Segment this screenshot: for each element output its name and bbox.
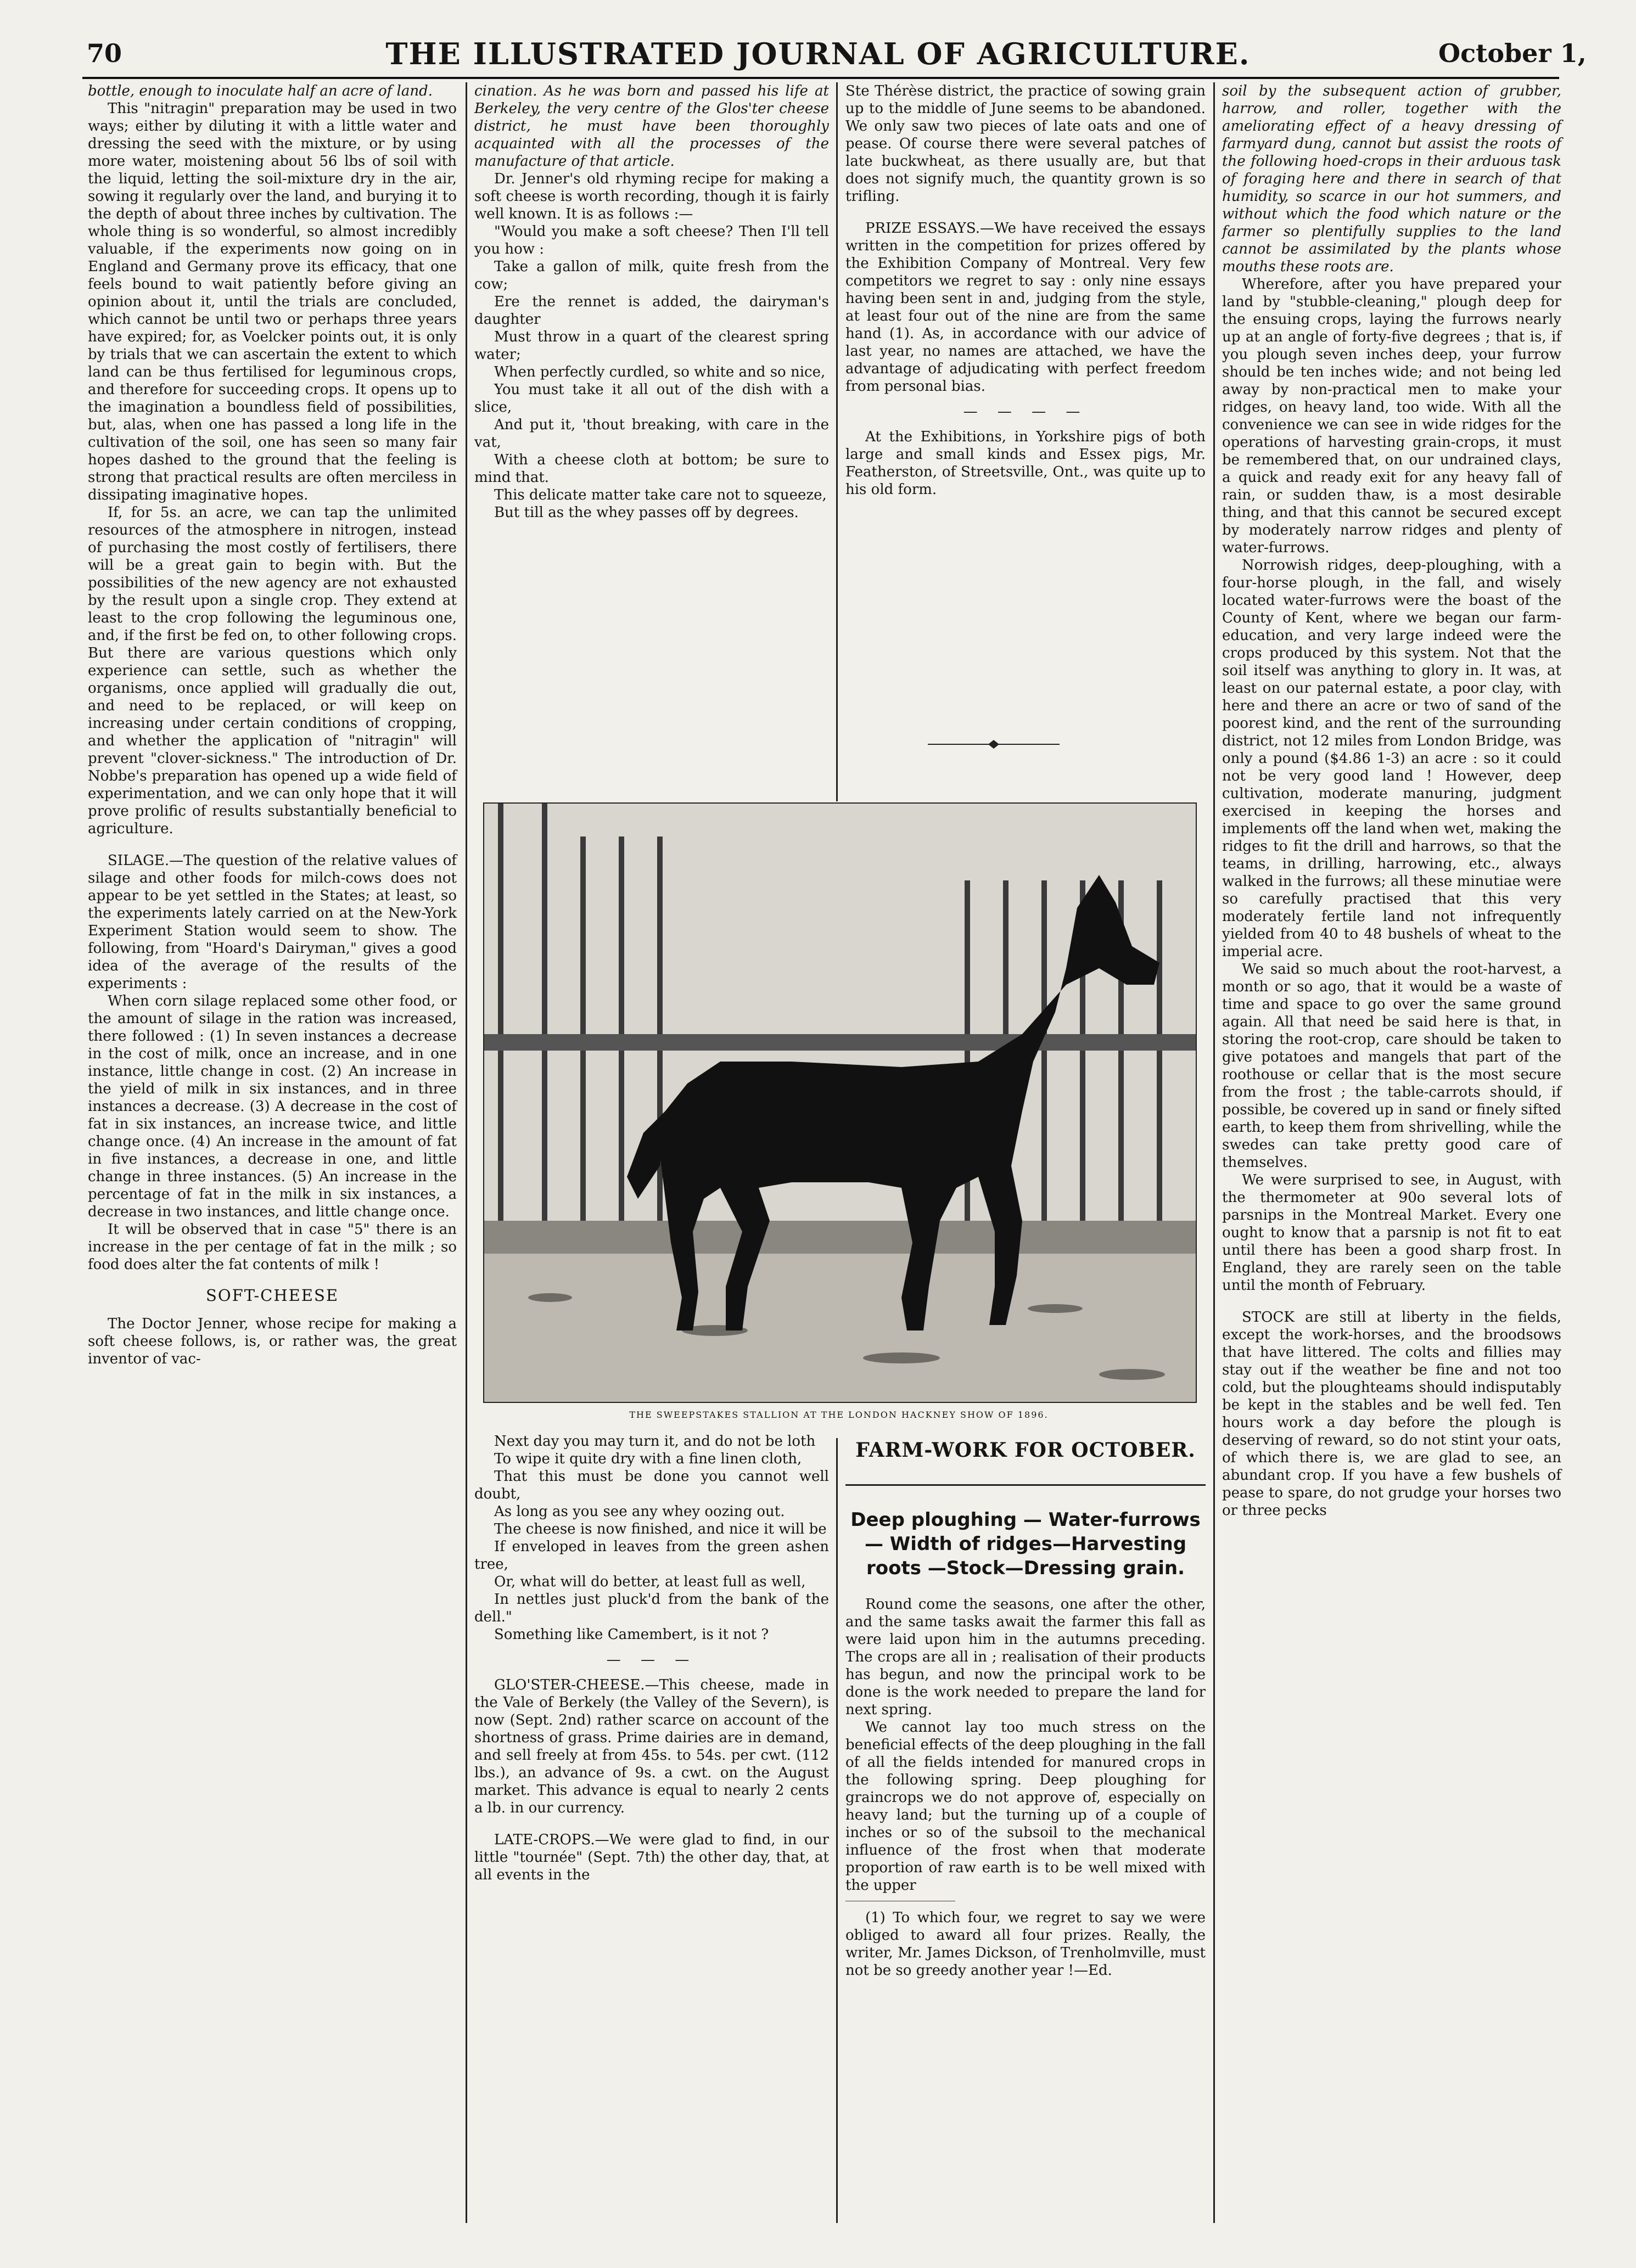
paragraph: bottle, enough to inoculate half an acre of land. [88, 83, 433, 99]
footnote: (1) To which four, we regret to say we were obliged to award all four prizes. Really, the writer, Mr. James Dickson, of Trenholmville, must not be so greedy another year !—Ed. [845, 1910, 1206, 1979]
verse-line: And put it, 'thout breaking, with care in the vat, [474, 417, 829, 451]
separator: — — — [606, 1652, 697, 1668]
farm-work-subtitle: Deep ploughing — Water-furrows — Width of ridges—Harvesting roots —Stock—Dressing grain. [850, 1509, 1201, 1579]
verse-line: With a cheese cloth at bottom; be sure to mind that. [474, 452, 829, 486]
paragraph: Round come the seasons, one after the other, and the same tasks await the farmer this fall as were laid upon him in the autumns preceding. The crops are all in ; realisation of their products has begun, and now the principal work to be done is the work needed to prepare the land for next spring. [845, 1596, 1206, 1718]
column-2-upper [474, 82, 829, 521]
paragraph: If, for 5s. an acre, we can tap the unlimited resources of the atmosphere in nitrogen, instead of purchasing the most costly of fertilisers, there will be a great gain to begin with. But the possibilities of the new agency are not exhausted by the result upon a single crop. They extend at least to the crop following the leguminous one, and, if the first be fed on, to other following crops. But there are various questions which only experience can settle, such as whether the organisms, once applied will gradually die out, and need to be replaced, or will keep on increasing under certain conditions of cropping, and whether the application of "nitragin" will prevent "clover-sickness." The introduction of Dr. Nobbe's preparation has opened up a wide field of experimentation, and we can only hope that it will prove prolific of results substantially beneficial to agriculture. [88, 504, 457, 837]
paragraph: soil by the subsequent action of grubber, harrow, and roller, together with the ameliorating effect of a heavy dressing of farmyard dung, cannot but assist the roots of the following hoed-crops in their arduous task of foraging here and there in search of that humidity, so scarce in our hot summers, and without which the food which nature or the farmer so plentifully supplies to the land cannot be assimilated by the plants whose mouths these roots are. [1222, 83, 1561, 275]
paragraph: When corn silage replaced some other food, or the amount of silage in the ration was increased, there followed : (1) In seven instances a decrease in the cost of milk, once an increase, and in one instance, little change in cost. (2) An increase in the yield of milk in six instances, and in three instances a decrease. (3) A decrease in the cost of fat in six instances, an increase twice, and little change once. (4) An increase in the amount of fat in five instances, a decrease in one, and little change in three instances. (5) An increase in the percentage of fat in the milk in six instances, a decrease in two instances, and little change once. [88, 993, 457, 1220]
footnote-rule [845, 1894, 955, 1901]
photo-caption: THE SWEEPSTAKES STALLION AT THE LONDON HACKNEY SHOW OF 1896. [629, 1410, 1049, 1420]
verse-line: You must take it all out of the dish with a slice, [474, 381, 829, 416]
verse-line: As long as you see any whey oozing out. [494, 1503, 785, 1520]
verse-line: To wipe it quite dry with a fine linen cloth, [494, 1451, 802, 1467]
verse-line: When perfectly curdled, so white and so nice, [494, 364, 826, 380]
column-rule [1213, 82, 1215, 2223]
paragraph: We were surprised to see, in August, with the thermometer at 90o several lots of parsnips in the Montreal Market. Every one ought to know that a parsnip is not fit to eat until there has been a good sharp frost. In England, they are rarely seen on the table until the month of February. [1222, 1172, 1561, 1294]
paragraph: Ste Thérèse district, the practice of sowing grain up to the middle of June seems to be abandoned. We only saw two pieces of late oats and one of pease. Of course there were several patches of late buckwheat, as there usually are, but that does not signify much, the quantity grown is so trifling. [845, 83, 1206, 205]
verse-line: Next day you may turn it, and do not be loth [494, 1433, 816, 1450]
paragraph: Something like Camembert, is it not ? [494, 1626, 769, 1643]
farm-work-title: FARM-WORK FOR OCTOBER. [855, 1439, 1196, 1462]
silage-paragraph: SILAGE.—The question of the relative values of silage and other foods for milch-cows does not appear to be yet settled in the States; at least, so the experiments lately carried on at the New-York Experiment Station would seem to show. The following, from "Hoard's Dairyman," gives a good idea of the average of the results of the experiments : [88, 852, 457, 992]
verse-line: Or, what will do better, at least full as well, [494, 1574, 806, 1590]
paragraph: The Doctor Jenner, whose recipe for making a soft cheese follows, is, or rather was, the great inventor of vac- [88, 1316, 457, 1367]
column-rule [836, 1438, 838, 2223]
paragraph: We said so much about the root-harvest, a month or so ago, that it would be a waste of time and space to go over the same ground again. All that need be said here is that, in storing the root-crop, care should be taken to give potatoes and mangels that part of the roothouse or cellar that is the most secure from the frost ; the table-carrots should, if possible, be covered up in sand or finely sifted earth, to keep them from shrivelling, while the swedes can take pretty good care of themselves. [1222, 961, 1561, 1171]
stallion-photo [483, 802, 1197, 1403]
issue-date: October 1, [1438, 38, 1587, 68]
verse-line: But till as the whey passes off by degrees. [494, 504, 799, 521]
column-2-lower [474, 1433, 829, 1884]
column-4 [1222, 82, 1561, 1519]
verse-line: In nettles just pluck'd from the bank of the dell." [474, 1591, 829, 1625]
header-rule [82, 77, 1559, 79]
paragraph: At the Exhibitions, in Yorkshire pigs of both large and small kinds and Essex pigs, Mr. Featherston, of Streetsville, Ont., was quite up to his old form. [845, 429, 1206, 498]
paragraph: This "nitragin" preparation may be used in two ways; either by diluting it with a little water and dressing the seed with the mixture, or by using more water, moistening about 56 lbs of soil with the liquid, letting the soil-mixture dry in the air, sowing it regularly over the land, and burying it to the depth of about three inches by cultivation. The whole thing is so wonderful, so almost incredibly valuable, if the experiments now going on in England and Germany prove its efficacy, that one feels bound to wait patiently before giving an opinion about it, until the trials are concluded, which cannot be until two or perhaps three years have expired; for, as Voelcker points out, it is only by trials that we can ascertain the extent to which land can be thus fertilised for leguminous crops, and therefore for succeeding crops. It opens up to the imagination a boundless field of possibilities, but, alas, when one has passed a long life in the cultivation of the soil, one has seen so many fair hopes dashed to the ground that the feeling is strong that practical results are often merciless in dissipating imaginative hopes. [88, 100, 457, 503]
late-crops-paragraph: LATE-CROPS.—We were glad to find, in our little "tournée" (Sept. 7th) the other day, that, at all events in the [474, 1832, 829, 1883]
column-rule [466, 82, 467, 2223]
page-number: 70 [87, 38, 122, 68]
column-1 [88, 82, 457, 1368]
page-header [0, 0, 1636, 77]
paragraph: Wherefore, after you have prepared your land by "stubble-cleaning," plough deep for the ensuing crops, laying the furrows nearly up at an angle of forty-five degrees ; that is, if you plough seven inches deep, your furrow should be ten inches wide; and not being led away by non-practical men to make your ridges, on heavy land, too wide. With all the convenience we can see in wide ridges for the operations of harvesting grain-crops, it must be remembered that, on our undrained clays, a quick and ready exit for any heavy fall of rain, or sudden thaw, is a most desirable thing, and that this cannot be secured except by moderately narrow ridges and plenty of water-furrows. [1222, 276, 1561, 556]
verse-line: The cheese is now finished, and nice it will be [494, 1521, 827, 1537]
paragraph: cination. As he was born and passed his life at Berkeley, the very centre of the Glos'ter cheese district, he must have been thoroughly acquainted with all the processes of the manufacture of that article. [474, 83, 829, 170]
ornament-divider [928, 739, 1060, 750]
stock-paragraph: STOCK are still at liberty in the fields, except the work-horses, and the broodsows that have littered. The colts and fillies may stay out if the weather be fine and not too cold, but the ploughteams should indisputably be kept in the stables and be well fed. Ten hours work a day before the plough is deserving of reward, so do not stint your oats, of which there is, we are glad to see, an abundant crop. If you have a few bushels of pease to spare, do not grudge your horses two or three pecks [1222, 1309, 1561, 1519]
paragraph: Norrowish ridges, deep-ploughing, with a four-horse plough, in the fall, and wisely located water-furrows were the boast of the County of Kent, where we began our farm-education, and very large indeed were the crops produced by this system. Not that the soil itself was anything to glory in. It was, at least on our paternal estate, a poor clay, with here and there an acre or two of sand of the poorest kind, and the rent of the surrounding district, not 12 miles from London Bridge, was only a pound ($4.86 1-3) an acre : so it could not be very good land ! However, deep cultivation, moderate manuring, judgment exercised in keeping the horses and implements off the land when wet, making the ridges to fit the drill and harrows, so that the teams, in drilling, harrowing, etc., always walked in the furrows; all these minutiae were so carefully practised that this very moderately fertile land not infrequently yielded from 40 to 48 bushels of wheat to the imperial acre. [1222, 557, 1561, 960]
paragraph: Dr. Jenner's old rhyming recipe for making a soft cheese is worth recording, though it is fairly well known. It is as follows :— [474, 171, 829, 222]
verse-line: If enveloped in leaves from the green ashen tree, [474, 1539, 829, 1573]
column-3-upper [845, 82, 1206, 498]
verse-line: Take a gallon of milk, quite fresh from the cow; [474, 259, 829, 293]
verse-line: Must throw in a quart of the clearest spring water; [474, 329, 829, 363]
soft-cheese-heading: SOFT-CHEESE [205, 1286, 339, 1305]
verse-line: This delicate matter take care not to squeeze, [494, 487, 827, 503]
verse-line: "Would you make a soft cheese? Then I'll tell you how : [474, 223, 829, 257]
paragraph: It will be observed that in case "5" there is an increase in the per centage of fat in the milk ; so food does alter the fat contents of milk ! [88, 1221, 457, 1273]
title-rule [845, 1484, 1206, 1486]
column-rule [836, 82, 838, 801]
glos-cheese-paragraph: GLO'STER-CHEESE.—This cheese, made in the Vale of Berkely (the Valley of the Severn), is now (Sept. 2nd) rather scarce on account of the shortness of grass. Prime dairies are in demand, and sell freely at from 45s. to 54s. per cwt. (112 lbs.), an advance of 9s. a cwt. on the August market. This advance is equal to nearly 2 cents a lb. in our currency. [474, 1677, 829, 1816]
column-3-lower [845, 1438, 1206, 1979]
paragraph: We cannot lay too much stress on the beneficial effects of the deep ploughing in the fall of all the fields intended for manured crops in the following spring. Deep ploughing for graincrops we do not approve of, especially on heavy land; but the turning up of a couple of inches or so of the subsoil to the mechanical influence of the frost when that moderate proportion of raw earth is to be well mixed with the upper [845, 1719, 1206, 1894]
prize-essays-paragraph: PRIZE ESSAYS.—We have received the essays written in the competition for prizes offered by the Exhibition Company of Montreal. Very few competitors we regret to say : only nine essays having been sent in and, judging from the style, at least four out of the nine are from the same hand (1). As, in accordance with our advice of last year, no names are attached, we have the advantage of adjudicating with perfect freedom from personal bias. [845, 220, 1206, 395]
verse-line: Ere the rennet is added, the dairyman's daughter [474, 294, 829, 328]
verse-line: That this must be done you cannot well doubt, [474, 1468, 829, 1502]
journal-title: THE ILLUSTRATED JOURNAL OF AGRICULTURE. [385, 36, 1251, 71]
separator: — — — — [963, 403, 1088, 420]
